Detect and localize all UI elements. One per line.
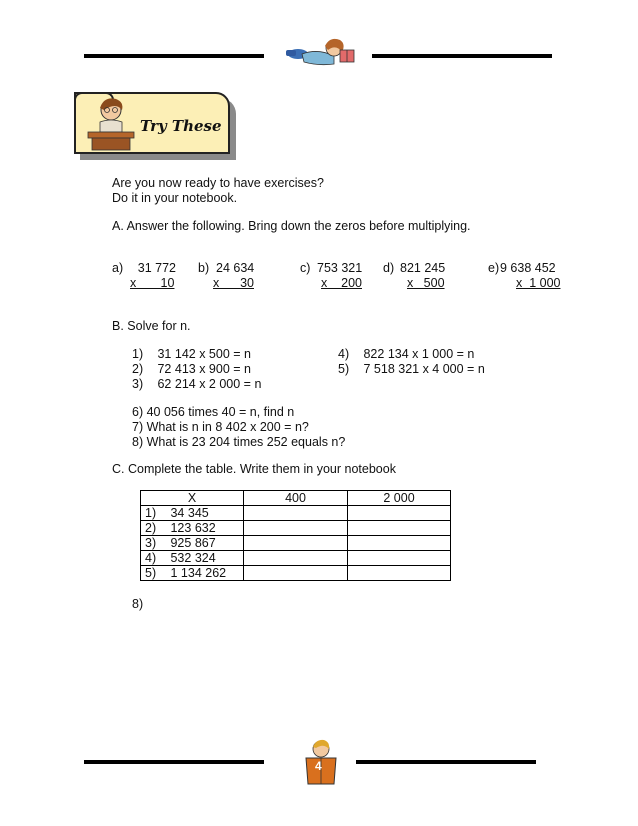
answer-cell: [348, 536, 451, 551]
table-header-row: [141, 491, 451, 506]
item-number: 4): [338, 347, 350, 361]
multiplication-table: [140, 490, 451, 581]
problem-top: 31 772: [137, 261, 176, 275]
row-value: 123 632: [170, 521, 216, 535]
item-number: 3): [132, 377, 144, 391]
item-text: 31 142 x 500 = n: [157, 347, 251, 361]
item-number: 2): [132, 362, 144, 376]
row-label: [141, 536, 244, 551]
answer-cell: [244, 551, 348, 566]
answer-cell: [244, 566, 348, 581]
problem-bottom: x 1 000: [516, 276, 561, 290]
reading-girl-illustration: [278, 34, 364, 76]
row-number: 4): [145, 551, 157, 565]
problem-bottom: x 30: [213, 276, 254, 290]
bottom-rule-left: [84, 760, 264, 764]
banner-title: Try These: [140, 117, 222, 135]
table-row: [141, 566, 451, 581]
item-text: 822 134 x 1 000 = n: [363, 347, 475, 361]
problem-label: b): [198, 261, 210, 275]
answer-cell: [244, 536, 348, 551]
item-number: 1): [132, 347, 144, 361]
row-value: 532 324: [170, 551, 216, 565]
table-row: [141, 506, 451, 521]
row-number: 1): [145, 506, 157, 520]
trailing-number: 8): [132, 597, 144, 611]
problem-top: 9 638 452: [500, 261, 556, 275]
item-text: 7 518 321 x 4 000 = n: [363, 362, 485, 376]
problem-bottom: x 200: [321, 276, 362, 290]
row-label: [141, 566, 244, 581]
list-item: [338, 347, 474, 362]
problem-label: d): [383, 261, 395, 275]
answer-cell: [348, 521, 451, 536]
item-text: 62 214 x 2 000 = n: [157, 377, 262, 391]
word-problem: 7) What is n in 8 402 x 200 = n?: [132, 420, 309, 434]
answer-cell: [348, 506, 451, 521]
row-number: 3): [145, 536, 157, 550]
word-problem: 8) What is 23 204 times 252 equals n?: [132, 435, 346, 449]
row-value: 925 867: [170, 536, 216, 550]
row-label: [141, 551, 244, 566]
row-number: 2): [145, 521, 157, 535]
answer-cell: [348, 566, 451, 581]
item-number: 5): [338, 362, 350, 376]
table-row: [141, 536, 451, 551]
header-400: 400: [244, 491, 348, 506]
row-value: 34 345: [170, 506, 209, 520]
answer-cell: [244, 521, 348, 536]
row-label: [141, 521, 244, 536]
problem-label: c): [300, 261, 311, 275]
word-problem: 6) 40 056 times 40 = n, find n: [132, 405, 295, 419]
item-text: 72 413 x 900 = n: [157, 362, 251, 376]
problem-top: 24 634: [216, 261, 255, 275]
top-rule-left: [84, 54, 264, 58]
bottom-rule-right: [356, 760, 536, 764]
row-number: 5): [145, 566, 157, 580]
header-x: X: [141, 491, 244, 506]
list-item: [132, 347, 251, 362]
list-item: [132, 377, 261, 392]
page-number: 4: [315, 759, 322, 773]
header-2000: 2 000: [348, 491, 451, 506]
row-label: [141, 506, 244, 521]
problem-top: 821 245: [400, 261, 446, 275]
list-item: [132, 362, 251, 377]
top-rule-right: [372, 54, 552, 58]
intro-line-1: Are you now ready to have exercises?: [112, 176, 324, 190]
row-value: 1 134 262: [170, 566, 227, 580]
list-item: [338, 362, 485, 377]
section-a-heading: A. Answer the following. Bring down the zeros before multiplying.: [112, 219, 471, 233]
table-row: [141, 521, 451, 536]
intro-line-2: Do it in your notebook.: [112, 191, 238, 205]
section-c-heading: C. Complete the table. Write them in your notebook: [112, 462, 396, 476]
section-b-heading: B. Solve for n.: [112, 319, 191, 333]
answer-cell: [244, 506, 348, 521]
problem-label: a): [112, 261, 124, 275]
answer-cell: [348, 551, 451, 566]
student-at-desk-illustration: [86, 96, 136, 152]
problem-label: e): [488, 261, 500, 275]
problem-bottom: x 10: [130, 276, 175, 290]
problem-top: 753 321: [317, 261, 363, 275]
table-row: [141, 551, 451, 566]
problem-bottom: x 500: [407, 276, 445, 290]
